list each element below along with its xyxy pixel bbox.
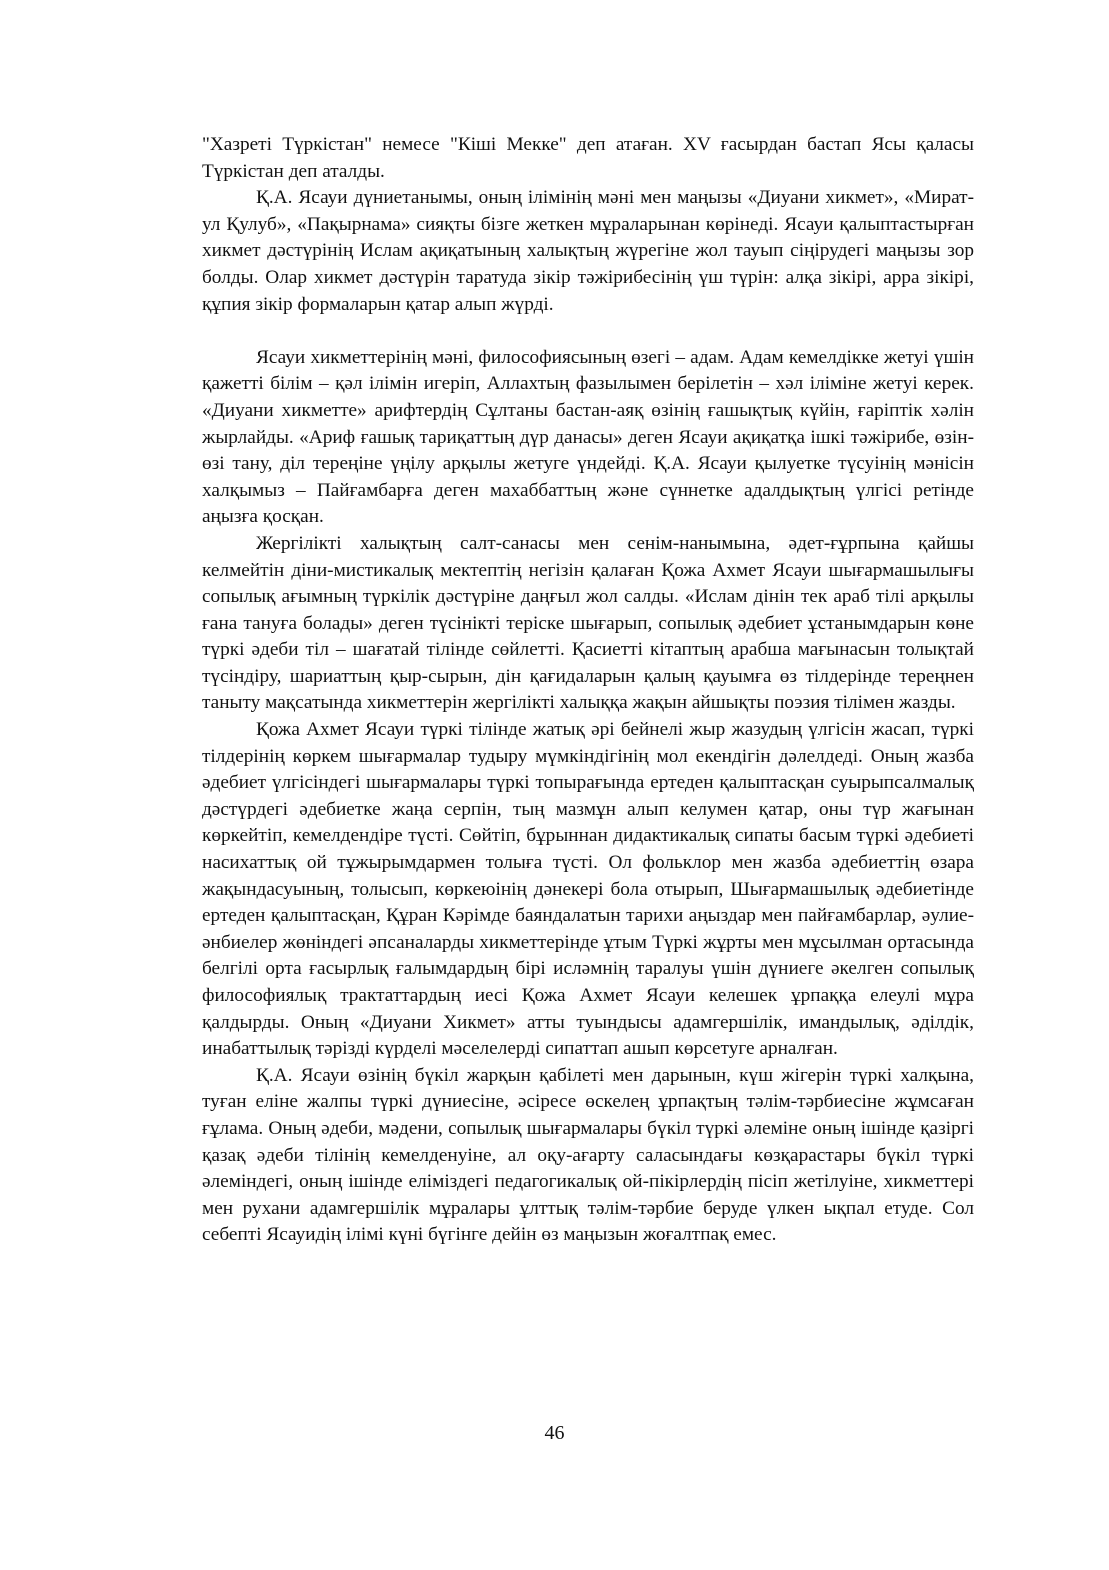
paragraph-4: Жергілікті халықтың салт-санасы мен сенім-нанымына, әдет-ғұрпына қайшы келмейтін діни-мистикалық мектептің негізін қалаған Қожа Ахмет Ясауи шығармашылығы сопылық ағымның түркілік дәстүріне даңғыл жол салды. «Ислам дінін тек араб тілі арқылы ғана тануға болады» деген түсінікті теріске шығарып, сопылық әдебиет ұстанымдарын көне түркі әдеби тіл – шағатай тілінде сөйлетті. Қасиетті кітаптың арабша мағынасын толықтай түсіндіру, шариаттың қыр-сырын, дін қағидаларын қалың қауымға өз тілдерінде тереңнен таныту мақсатында хикметтерін жергілікті халыққа жақын айшықты поэзия тілімен жазды.	[202, 532, 974, 714]
page-body	[202, 132, 974, 1249]
paragraph-2: Қ.А. Ясауи дүниетанымы, оның ілімінің мәні мен маңызы «Диуани хикмет», «Мират-ул Қулуб», «Пақырнама» сияқты бізге жеткен мұраларынан көрінеді. Ясауи қалыптастырған хикмет дәстүрінің Ислам ақиқатының халықтың жүрегіне жол тауып сіңірудегі маңызы зор болды. Олар хикмет дәстүрін таратуда зікір тәжірибесінің үш түрін: алқа зікірі, арра зікірі, құпия зікір формаларын қатар алып жүрді.	[202, 187, 974, 315]
page-number: 46	[544, 1422, 565, 1444]
paragraph-5: Қожа Ахмет Ясауи түркі тілінде жатық әрі бейнелі жыр жазудың үлгісін жасап, түркі тілдерінің көркем шығармалар тудыру мүмкіндігінің мол екендігін дәлелдеді. Оның жазба әдебиет үлгісіндегі шығармалары түркі топырағында ертеден қалыптасқан суырыпсалмалық дәстүрдегі әдебиетке жаңа серпін, тың мазмұн алып келумен қатар, оны түр жағынан көркейтіп, кемелдендіре түсті. Сөйтіп, бұрыннан дидактикалық сипаты басым түркі әдебиеті насихаттық ой тұжырымдармен толыға түсті. Ол фольклор мен жазба әдебиеттің өзара жақындасуының, толысып, көркеюінің дәнекері бола отырып, Шығармашылық әдебиетінде ертеден қалыптасқан, Құран Кәрімде баяндалатын тарихи аңыздар мен пайғамбарлар, әулие-әнбиелер жөніндегі әпсаналарды хикметтерінде ұтым Түркі жұрты мен мұсылман ортасында белгілі орта ғасырлық ғалымдардың бірі исләмнің таралуы үшін дүниеге әкелген сопылық философиялық трактаттардың иесі Қожа Ахмет Ясауи келешек ұрпаққа елеулі мұра қалдырды. Оның «Диуани Хикмет» атты туындысы адамгершілік, имандылық, әділдік, инабаттылық тәрізді күрделі мәселелерді сипаттап ашып көрсетуге арналған.	[202, 719, 974, 1060]
paragraph-1: "Хазреті Түркістан" немесе "Кіші Мекке" деп атаған. XV ғасырдан бастап Ясы қаласы Түркістан деп аталды.	[202, 134, 974, 182]
paragraph-6: Қ.А. Ясауи өзінің бүкіл жарқын қабілеті мен дарынын, күш жігерін түркі халқына, туған еліне жалпы түркі дүниесіне, әсіресе өскелең ұрпақтың тәлім-тәрбиесіне жұмсаған ғұлама. Оның әдеби, мәдени, сопылық шығармалары бүкіл түркі әлеміне оның ішінде қазіргі қазақ әдеби тілінің кемелденуіне, ал оқу-ағарту саласындағы көзқарастары бүкіл түркі әлеміндегі, оның ішінде еліміздегі педагогикалық ой-пікірлердің пісіп жетілуіне, хикметтері мен рухани адамгершілік мұралары ұлттық тәлім-тәрбие беруде үлкен ықпал етуде. Сол себепті Ясауидің ілімі күні бүгінге дейін өз маңызын жоғалтпақ емес.	[202, 1064, 974, 1246]
paragraph-3: Ясауи хикметтерінің мәні, философиясының өзегі – адам. Адам кемелдікке жетуі үшін қажетті білім – қәл ілімін игеріп, Аллахтың фазылымен берілетін – хәл іліміне жетуі керек. «Диуани хикметте» арифтердің Сұлтаны бастан-аяқ өзінің ғашықтық күйін, ғаріптік хәлін жырлайды. «Ариф ғашық тариқаттың дүр данасы» деген Ясауи ақиқатқа ішкі тәжірибе, өзін-өзі тану, діл тереңіне үңілу арқылы жетуге үндейді. Қ.А. Ясауи қылуетке түсуінің мәнісін халқымыз – Пайғамбарға деген махаббаттың және сүннетке адалдықтың үлгісі ретінде аңызға қосқан.	[202, 346, 974, 528]
